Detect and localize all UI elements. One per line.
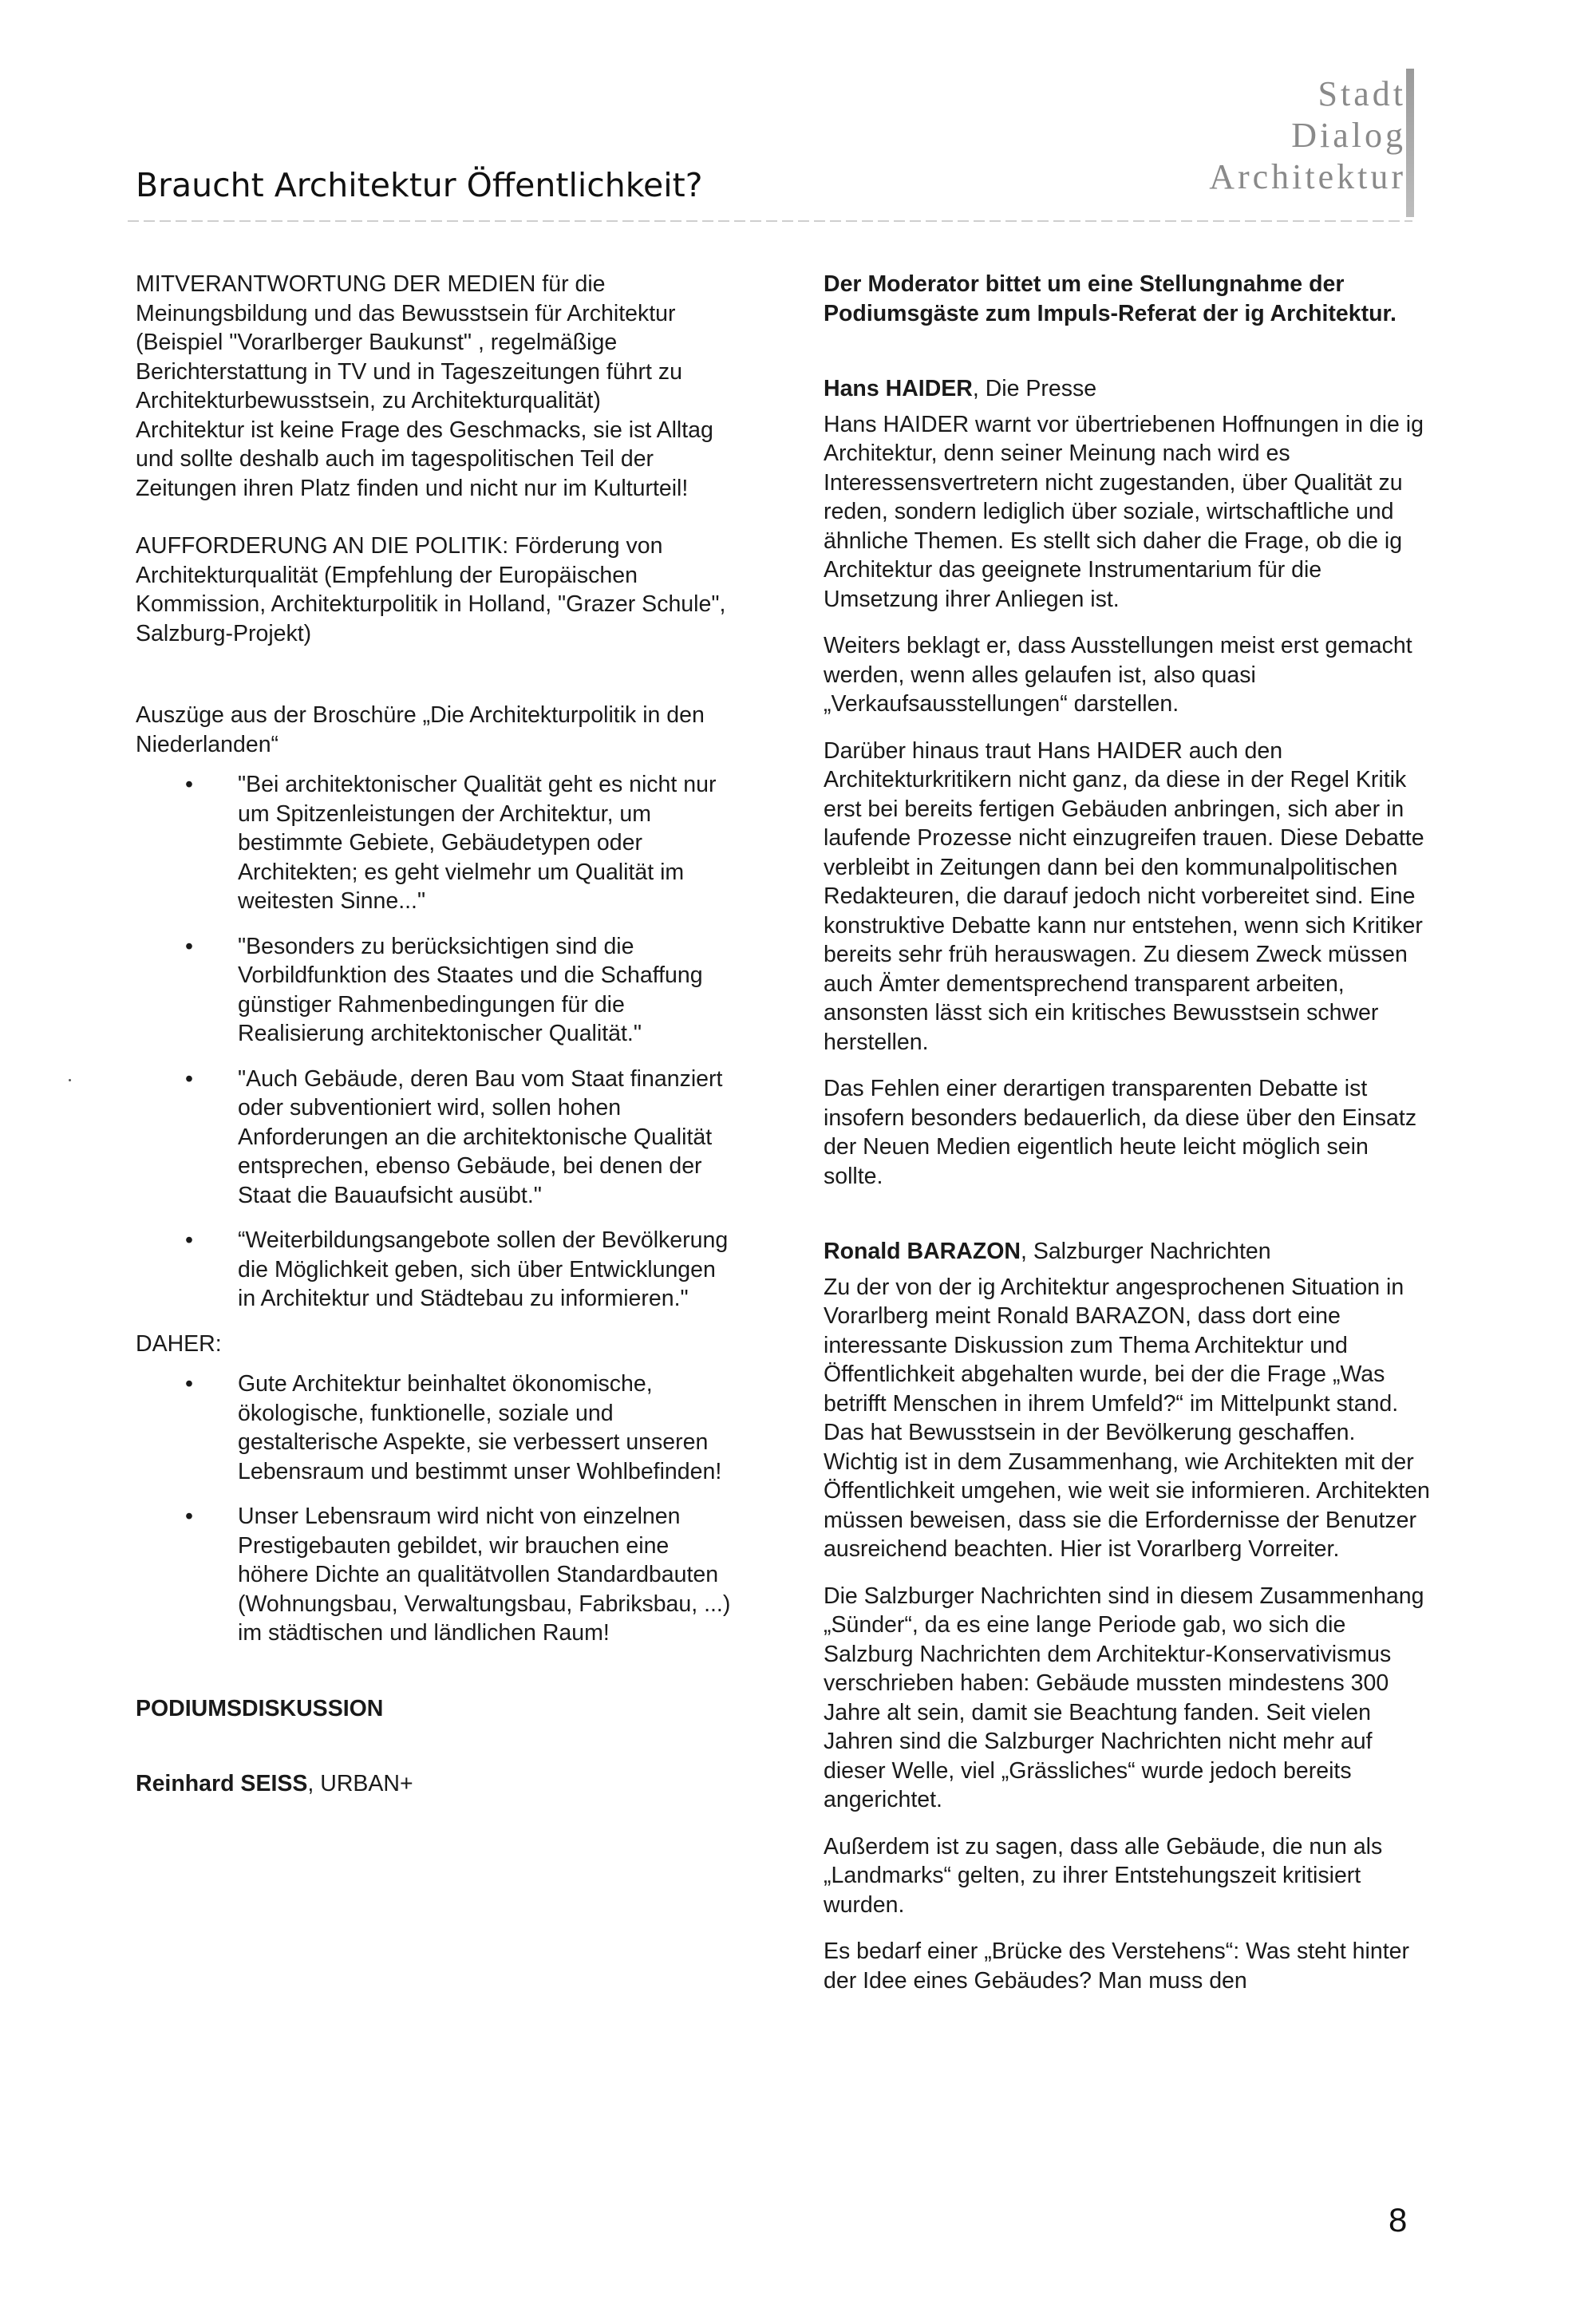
speaker-org: , Die Presse <box>972 376 1097 401</box>
stadt-dialog-architektur-logo <box>1087 73 1406 198</box>
media-responsibility-paragraph: MITVERANTWORTUNG DER MEDIEN für die Meinungsbildung und das Bewusstsein für Architektur (Beispiel "Vorarlberger Baukunst" , regelmäßige Berichterstattung in TV und in Tageszeitungen führt zu Architekturbewusstsein, zu Architekturqualität) <box>136 271 682 413</box>
left-column <box>136 270 734 1799</box>
logo-line-2: Dialog <box>1291 116 1406 155</box>
brochure-intro-paragraph: Auszüge aus der Broschüre „Die Architekturpolitik in den Niederlanden“ <box>136 702 705 757</box>
barazon-paragraph-2: Die Salzburger Nachrichten sind in diesem Zusammenhang „Sünder“, da es eine lange Periode gab, wo sich die Salzburg Nachrichten dem Architektur-Konservativismus verschrieben haben: Gebäude mussten mindestens 300 Jahre alt sein, damit sie Beachtung fanden. Seit vielen Jahren sind die Salzburger Nachrichten nicht mehr auf dieser Welle, viel „Grässliches“ wurde jedoch bereits angerichtet. <box>824 1583 1424 1812</box>
bullet-icon: • <box>185 1371 193 1397</box>
barazon-paragraph-4: Es bedarf einer „Brücke des Verstehens“: Was steht hinter der Idee eines Gebäudes? Man muss den <box>824 1939 1409 1994</box>
page-number: 8 <box>1389 2201 1408 2239</box>
bullet-icon: • <box>185 772 193 797</box>
right-column <box>824 270 1430 1995</box>
bullet-icon: • <box>185 1504 193 1529</box>
speaker-name: Hans HAIDER <box>824 376 973 401</box>
page-title: Braucht Architektur Öffentlichkeit? <box>136 166 703 204</box>
list-item <box>136 932 734 1049</box>
list-item <box>136 1502 734 1648</box>
list-item-text: "Bei architektonischer Qualität geht es nicht nur um Spitzenleistungen der Architektur, um bestimmte Gebiete, Gebäudetypen oder Architekten; es geht vielmehr um Qualität im weitesten Sinne..." <box>238 772 717 914</box>
list-item <box>136 770 734 916</box>
brochure-quotes-list <box>136 770 734 1314</box>
bullet-icon: • <box>185 933 193 959</box>
list-item <box>136 1369 734 1486</box>
haider-paragraph-4: Das Fehlen einer derartigen transparenten Debatte ist insofern besonders bedauerlich, da diese über den Einsatz der Neuen Medien eigentlich heute leicht möglich sein sollte. <box>824 1076 1417 1189</box>
list-item-text: "Auch Gebäude, deren Bau vom Staat finanziert oder subventioniert wird, sollen hohen Anforderungen an die architektonische Qualität entsprechen, ebenso Gebäude, bei denen der Staat die Bauaufsicht ausübt." <box>238 1065 723 1208</box>
speaker-barazon <box>824 1237 1430 1267</box>
bullet-icon: • <box>185 1227 193 1253</box>
list-item-text: Unser Lebensraum wird nicht von einzelnen Prestigebauten gebildet, wir brauchen eine höhere Dichte an qualitätvollen Standardbauten (Wohnungsbau, Verwaltungsbau, Fabriksbau, ...) im städtischen und ländlichen Raum! <box>238 1504 731 1646</box>
logo-bar <box>1406 69 1414 217</box>
conclusions-list <box>136 1369 734 1648</box>
moderator-intro: Der Moderator bittet um eine Stellungnahme der Podiumsgäste zum Impuls-Referat der ig Architektur. <box>824 271 1396 326</box>
haider-paragraph-2: Weiters beklagt er, dass Ausstellungen meist erst gemacht werden, wenn alles gelaufen ist, also quasi „Verkaufsausstellungen“ darstellen. <box>824 633 1412 717</box>
speaker-org: , Salzburger Nachrichten <box>1020 1239 1271 1264</box>
haider-paragraph-1: Hans HAIDER warnt vor übertriebenen Hoffnungen in die ig Architektur, denn seiner Meinung nach wird es Interessensvertretern nicht zugestanden, über Qualität zu reden, sondern lediglich über soziale, wirtschaftliche und ähnliche Themen. Es stellt sich daher die Frage, ob die ig Architektur das geeignete Instrumentarium für die Umsetzung ihrer Anliegen ist. <box>824 411 1424 612</box>
list-item-text: "Besonders zu berücksichtigen sind die Vorbildfunktion des Staates und die Schaffung günstiger Rahmenbedingungen für die Realisierung architektonischer Qualität." <box>238 933 703 1046</box>
politics-demand-paragraph: AUFFORDERUNG AN DIE POLITIK: Förderung von Architekturqualität (Empfehlung der Europäischen Kommission, Architekturpolitik in Holland, "Grazer Schule", Salzburg-Projekt) <box>136 533 726 646</box>
logo-line-3: Architektur <box>1209 157 1406 196</box>
speaker-seiss <box>136 1769 734 1799</box>
header-divider <box>128 220 1412 222</box>
daher-label: DAHER: <box>136 1330 222 1357</box>
speaker-name: Ronald BARAZON <box>824 1239 1021 1264</box>
list-item <box>136 1226 734 1314</box>
bullet-icon: • <box>185 1065 193 1092</box>
architecture-everyday-paragraph: Architektur ist keine Frage des Geschmacks, sie ist Alltag und sollte deshalb auch im tagespolitischen Teil der Zeitungen ihren Platz finden und nicht nur im Kulturteil! <box>136 417 713 501</box>
list-item-text: Gute Architektur beinhaltet ökonomische, ökologische, funktionelle, soziale und gestalterische Aspekte, sie verbessert unseren Lebensraum und bestimmt unser Wohlbefinden! <box>238 1371 722 1484</box>
barazon-paragraph-3: Außerdem ist zu sagen, dass alle Gebäude, die nun als „Landmarks“ gelten, zu ihrer Entstehungszeit kritisiert wurden. <box>824 1833 1383 1918</box>
speaker-haider <box>824 374 1430 404</box>
podium-heading: PODIUMSDISKUSSION <box>136 1695 384 1721</box>
list-item <box>136 1065 734 1211</box>
list-item-text: “Weiterbildungsangebote sollen der Bevölkerung die Möglichkeit geben, sich über Entwicklungen in Architektur und Städtebau zu informieren." <box>238 1227 729 1311</box>
scan-speck <box>69 1079 71 1081</box>
speaker-name: Reinhard SEISS <box>136 1771 308 1796</box>
haider-paragraph-3: Darüber hinaus traut Hans HAIDER auch den Architekturkritikern nicht ganz, da diese in der Regel Kritik erst bei bereits fertigen Gebäuden anbringen, sich aber in laufende Prozesse nicht einzugreifen trauen. Diese Debatte verbleibt in Zeitungen dann bei den kommunalpolitischen Redakteuren, die darauf jedoch nicht vorbereitet sind. Eine konstruktive Debatte kann nur entstehen, wenn sich Kritiker bereits sehr früh herauswagen. Zu diesem Zweck müssen auch Ämter dementsprechend transparent arbeiten, ansonsten lässt sich ein kritisches Bewusstsein schwer herstellen. <box>824 737 1424 1055</box>
speaker-org: , URBAN+ <box>307 1771 413 1796</box>
barazon-paragraph-1: Zu der von der ig Architektur angesprochenen Situation in Vorarlberg meint Ronald BARAZON, dass dort eine interessante Diskussion zum Thema Architektur und Öffentlichkeit abgehalten wurde, bei der die Frage „Was betrifft Menschen in ihrem Umfeld?“ im Mittelpunkt stand. Das hat Bewusstsein in der Bevölkerung geschaffen. Wichtig ist in dem Zusammenhang, wie Architekten mit der Öffentlichkeit umgehen, wie weit sie informieren. Architekten müssen beweisen, dass sie die Erfordernisse der Benutzer ausreichend beachten. Hier ist Vorarlberg Vorreiter. <box>824 1274 1430 1562</box>
logo-line-1: Stadt <box>1317 74 1406 113</box>
